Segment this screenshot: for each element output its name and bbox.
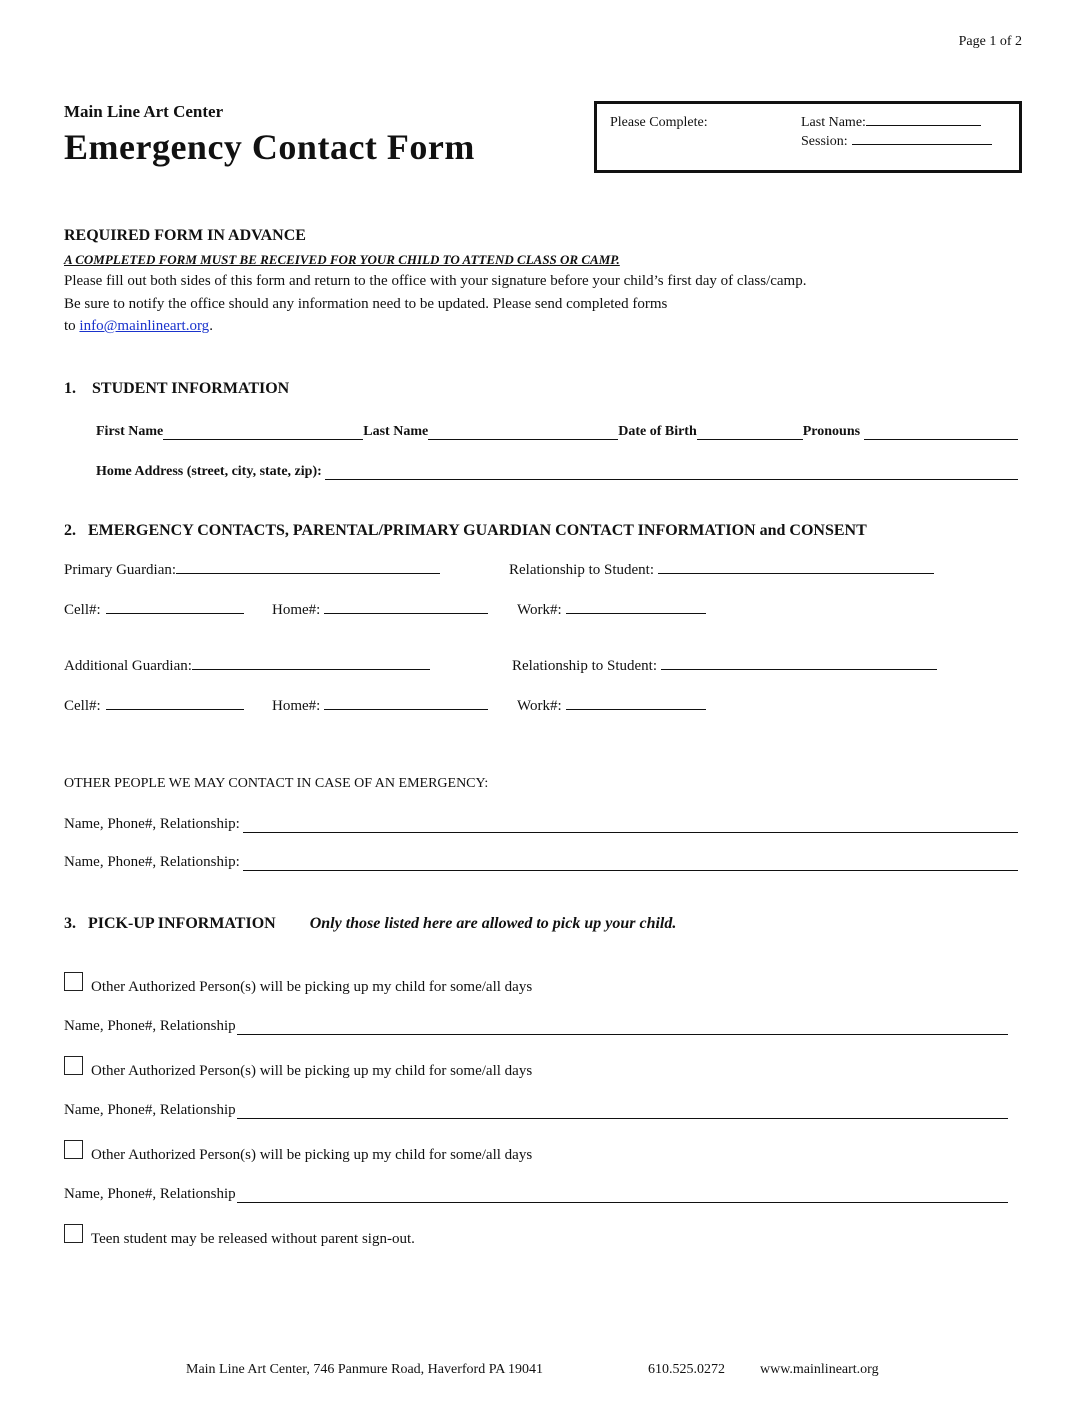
additional-guardian-field[interactable]	[192, 669, 430, 670]
first-name-field[interactable]	[163, 425, 363, 440]
authorized-person-label-2: Other Authorized Person(s) will be picking up my child for some/all days	[91, 1063, 533, 1079]
primary-relationship-row	[509, 562, 934, 579]
first-name-label: First Name	[96, 424, 164, 439]
additional-cell-row	[64, 698, 244, 715]
primary-guardian-row	[64, 562, 440, 579]
additional-relationship-row	[512, 658, 937, 675]
additional-home-row	[272, 698, 488, 715]
dob-field[interactable]	[697, 425, 803, 440]
primary-relationship-field[interactable]	[658, 573, 934, 574]
authorized-person-row-1	[64, 1018, 1008, 1035]
additional-relationship-label: Relationship to Student:	[512, 658, 657, 674]
authorized-person-field-3[interactable]	[237, 1187, 1008, 1203]
footer-website: www.mainlineart.org	[760, 1362, 879, 1377]
primary-guardian-field[interactable]	[176, 573, 440, 574]
page-title: Emergency Contact Form	[64, 127, 475, 167]
dob-label: Date of Birth	[618, 424, 697, 439]
last-name-field[interactable]	[428, 425, 618, 440]
additional-work-label: Work#:	[517, 698, 562, 714]
authorized-person-npr-label-2: Name, Phone#, Relationship	[64, 1102, 236, 1118]
additional-guardian-row	[64, 658, 430, 675]
session-row	[801, 134, 1006, 150]
primary-cell-row	[64, 602, 244, 619]
other-contacts-heading: OTHER PEOPLE WE MAY CONTACT IN CASE OF AN EMERGENCY:	[64, 776, 489, 791]
authorized-person-field-2[interactable]	[237, 1103, 1008, 1119]
authorized-person-npr-label-1: Name, Phone#, Relationship	[64, 1018, 236, 1034]
pronouns-label: Pronouns	[802, 424, 861, 439]
footer-phone: 610.525.0272	[648, 1362, 725, 1377]
intro-line-3-suffix: .	[209, 318, 213, 334]
section-3-heading-row	[64, 915, 676, 933]
teen-release-checkbox[interactable]	[64, 1224, 83, 1243]
required-subheading: A COMPLETED FORM MUST BE RECEIVED FOR YOUR CHILD TO ATTEND CLASS OR CAMP.	[64, 252, 620, 267]
box-session-field[interactable]	[852, 144, 992, 145]
primary-cell-field[interactable]	[106, 613, 244, 614]
primary-home-label: Home#:	[272, 602, 321, 618]
primary-home-field[interactable]	[324, 613, 488, 614]
pickup-note: Only those listed here are allowed to pick up your child.	[309, 915, 677, 932]
email-link[interactable]: info@mainlineart.org	[79, 318, 210, 334]
primary-work-field[interactable]	[566, 613, 706, 614]
emergency-contact-field-1[interactable]	[243, 817, 1018, 833]
additional-cell-field[interactable]	[106, 709, 244, 710]
intro-line-3	[64, 318, 213, 335]
page-number: Page 1 of 2	[958, 34, 1022, 49]
additional-home-field[interactable]	[324, 709, 488, 710]
please-complete-label: Please Complete:	[610, 115, 708, 130]
additional-work-row	[517, 698, 706, 715]
address-row	[96, 464, 1018, 480]
primary-work-label: Work#:	[517, 602, 562, 618]
authorized-person-checkbox-1[interactable]	[64, 972, 83, 991]
authorized-person-checkbox-3[interactable]	[64, 1140, 83, 1159]
org-name: Main Line Art Center	[64, 102, 224, 121]
section-2-heading: 2. EMERGENCY CONTACTS, PARENTAL/PRIMARY GUARDIAN CONTACT INFORMATION and CONSENT	[64, 522, 867, 539]
additional-home-label: Home#:	[272, 698, 321, 714]
emergency-contact-label-2: Name, Phone#, Relationship:	[64, 854, 240, 870]
emergency-contact-row-2	[64, 854, 1018, 871]
primary-work-row	[517, 602, 706, 619]
primary-home-row	[272, 602, 488, 619]
primary-guardian-label: Primary Guardian:	[64, 562, 177, 578]
primary-cell-label: Cell#:	[64, 602, 101, 618]
primary-relationship-label: Relationship to Student:	[509, 562, 654, 578]
footer-address: Main Line Art Center, 746 Panmure Road, Haverford PA 19041	[186, 1362, 544, 1377]
address-field[interactable]	[325, 464, 1018, 480]
please-complete-box	[594, 101, 1022, 173]
intro-line-2: Be sure to notify the office should any information need to be updated. Please send completed forms	[64, 296, 668, 312]
authorized-person-label-1: Other Authorized Person(s) will be picking up my child for some/all days	[91, 979, 533, 995]
last-name-label: Last Name	[363, 424, 429, 439]
box-session-label: Session:	[801, 134, 848, 149]
authorized-person-row-3	[64, 1186, 1008, 1203]
section-1-heading: 1. STUDENT INFORMATION	[64, 380, 290, 397]
pronouns-field[interactable]	[864, 425, 1018, 440]
authorized-person-npr-label-3: Name, Phone#, Relationship	[64, 1186, 236, 1202]
additional-cell-label: Cell#:	[64, 698, 101, 714]
authorized-person-field-1[interactable]	[237, 1019, 1008, 1035]
authorized-person-label-3: Other Authorized Person(s) will be picking up my child for some/all days	[91, 1147, 533, 1163]
authorized-person-checkbox-2[interactable]	[64, 1056, 83, 1075]
teen-release-label: Teen student may be released without parent sign-out.	[91, 1231, 415, 1247]
emergency-contact-field-2[interactable]	[243, 855, 1018, 871]
last-name-row	[801, 115, 1006, 131]
emergency-contact-row-1	[64, 816, 1018, 833]
intro-line-1: Please fill out both sides of this form and return to the office with your signature before your child’s first day of class/camp.	[64, 273, 807, 289]
authorized-person-row-2	[64, 1102, 1008, 1119]
box-last-name-label: Last Name:	[801, 115, 866, 130]
emergency-contact-label-1: Name, Phone#, Relationship:	[64, 816, 240, 832]
additional-work-field[interactable]	[566, 709, 706, 710]
address-label: Home Address (street, city, state, zip):	[96, 464, 322, 479]
additional-guardian-label: Additional Guardian:	[64, 658, 192, 674]
box-last-name-field[interactable]	[866, 125, 981, 126]
student-name-row	[96, 424, 1018, 440]
intro-line-3-prefix: to	[64, 318, 80, 334]
section-3-heading: 3. PICK-UP INFORMATION	[64, 915, 276, 932]
additional-relationship-field[interactable]	[661, 669, 937, 670]
required-heading: REQUIRED FORM IN ADVANCE	[64, 227, 306, 244]
